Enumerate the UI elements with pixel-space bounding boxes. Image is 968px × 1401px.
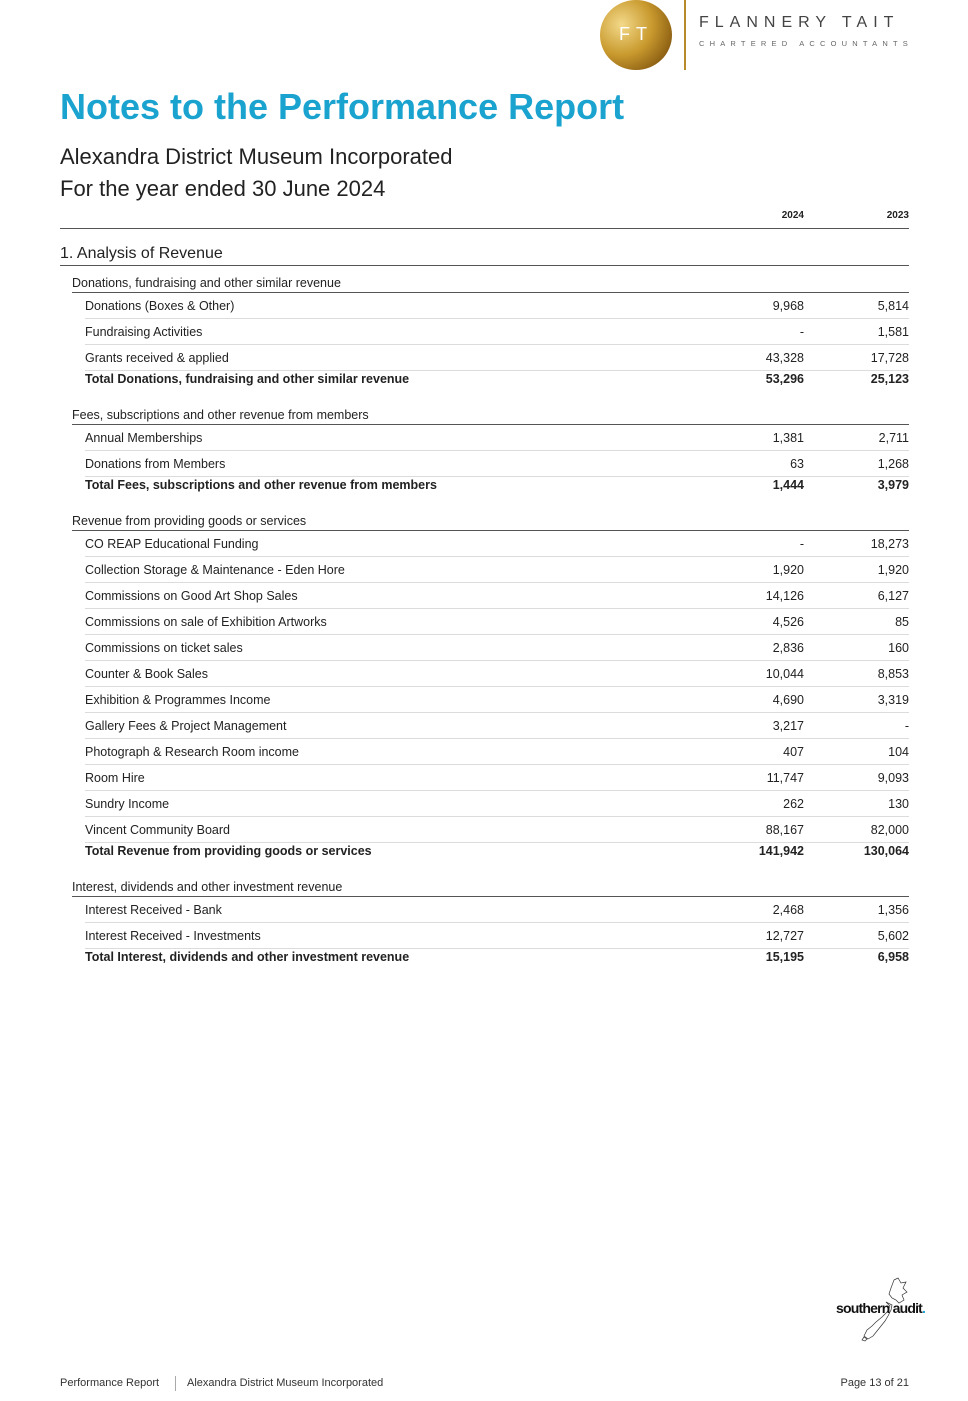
table-row bbox=[85, 635, 909, 661]
row-value-2023: 160 bbox=[888, 641, 909, 655]
table-row bbox=[85, 765, 909, 791]
row-value-2024: 1,920 bbox=[772, 563, 804, 577]
row-label: Gallery Fees & Project Management bbox=[85, 719, 287, 733]
table-row bbox=[85, 923, 909, 949]
table-row bbox=[85, 687, 909, 713]
table-row bbox=[85, 897, 909, 923]
total-value-2024: 53,296 bbox=[765, 372, 804, 386]
row-value-2024: 3,217 bbox=[772, 719, 804, 733]
page-number: Page 13 of 21 bbox=[840, 1377, 909, 1389]
table-row bbox=[85, 609, 909, 635]
total-value-2024: 1,444 bbox=[772, 478, 804, 492]
footer-report-name: Performance Report bbox=[60, 1377, 160, 1389]
southern-audit-logo bbox=[834, 1276, 926, 1342]
row-value-2024: 10,044 bbox=[765, 667, 804, 681]
total-label: Total Donations, fundraising and other similar revenue bbox=[85, 372, 410, 386]
row-label: Interest Received - Investments bbox=[85, 929, 261, 943]
row-value-2023: 8,853 bbox=[877, 667, 909, 681]
row-value-2024: 262 bbox=[783, 797, 804, 811]
entity-name: Alexandra District Museum Incorporated bbox=[60, 144, 453, 169]
total-value-2023: 25,123 bbox=[870, 372, 909, 386]
total-label: Total Interest, dividends and other investment revenue bbox=[85, 950, 410, 964]
row-label: Commissions on Good Art Shop Sales bbox=[85, 589, 298, 603]
total-row bbox=[85, 477, 909, 495]
row-value-2023: 130 bbox=[888, 797, 909, 811]
row-value-2023: 5,814 bbox=[877, 299, 909, 313]
row-value-2024: 43,328 bbox=[765, 351, 804, 365]
row-value-2023: 1,268 bbox=[877, 457, 909, 471]
row-value-2024: 407 bbox=[783, 745, 804, 759]
row-value-2023: 5,602 bbox=[877, 929, 909, 943]
category-heading: Revenue from providing goods or services bbox=[72, 512, 909, 531]
footer-divider bbox=[175, 1376, 176, 1391]
row-label: Donations from Members bbox=[85, 457, 226, 471]
row-label: Grants received & applied bbox=[85, 351, 229, 365]
row-label: Exhibition & Programmes Income bbox=[85, 693, 271, 707]
row-value-2024: 14,126 bbox=[765, 589, 804, 603]
table-row bbox=[85, 817, 909, 843]
row-value-2024: 4,526 bbox=[772, 615, 804, 629]
table-row bbox=[85, 319, 909, 345]
row-value-2023: 104 bbox=[888, 745, 909, 759]
row-value-2023: 85 bbox=[895, 615, 909, 629]
category-heading: Donations, fundraising and other similar revenue bbox=[72, 274, 909, 293]
section-title: 1. Analysis of Revenue bbox=[60, 245, 909, 266]
page-title: Notes to the Performance Report bbox=[60, 86, 625, 127]
row-label: Donations (Boxes & Other) bbox=[85, 299, 235, 313]
row-value-2023: 2,711 bbox=[878, 431, 909, 445]
table-row bbox=[85, 293, 909, 319]
row-value-2024: 4,690 bbox=[772, 693, 804, 707]
ft-monogram-badge: FT bbox=[600, 0, 672, 70]
row-label: Room Hire bbox=[85, 771, 145, 785]
row-value-2024: 88,167 bbox=[765, 823, 804, 837]
total-row bbox=[85, 371, 909, 389]
row-label: Interest Received - Bank bbox=[85, 903, 222, 917]
firm-logo bbox=[600, 0, 930, 72]
table-row bbox=[85, 583, 909, 609]
year-prior: 2023 bbox=[886, 210, 909, 221]
row-label: Counter & Book Sales bbox=[85, 667, 208, 681]
row-value-2023: 6,127 bbox=[877, 589, 909, 603]
year-current: 2024 bbox=[781, 210, 804, 221]
row-value-2024: - bbox=[799, 537, 804, 551]
row-value-2023: 9,093 bbox=[877, 771, 909, 785]
firm-name: FLANNERY TAIT bbox=[699, 14, 900, 31]
table-row bbox=[85, 425, 909, 451]
table-row bbox=[85, 713, 909, 739]
southern-audit-wordmark: southern audit. bbox=[836, 1300, 926, 1316]
row-value-2023: 1,356 bbox=[877, 903, 909, 917]
row-value-2023: 17,728 bbox=[870, 351, 909, 365]
page-footer bbox=[60, 1377, 909, 1393]
table-row bbox=[85, 557, 909, 583]
row-value-2024: 2,836 bbox=[772, 641, 804, 655]
row-value-2024: 9,968 bbox=[772, 299, 804, 313]
report-period: For the year ended 30 June 2024 bbox=[60, 176, 386, 201]
footer-entity-name: Alexandra District Museum Incorporated bbox=[187, 1377, 384, 1389]
row-value-2023: - bbox=[904, 719, 909, 733]
row-label: CO REAP Educational Funding bbox=[85, 537, 259, 551]
row-value-2023: 1,581 bbox=[877, 325, 909, 339]
logo-divider bbox=[684, 0, 686, 70]
row-value-2023: 82,000 bbox=[870, 823, 909, 837]
row-label: Annual Memberships bbox=[85, 431, 203, 445]
total-value-2023: 130,064 bbox=[863, 844, 909, 858]
row-label: Fundraising Activities bbox=[85, 325, 203, 339]
total-row bbox=[85, 843, 909, 861]
firm-subtitle: CHARTERED ACCOUNTANTS bbox=[699, 39, 913, 48]
table-row bbox=[85, 661, 909, 687]
row-value-2024: 1,381 bbox=[772, 431, 804, 445]
table-row bbox=[85, 345, 909, 371]
revenue-table bbox=[60, 274, 909, 967]
table-row bbox=[85, 531, 909, 557]
total-label: Total Fees, subscriptions and other revenue from members bbox=[85, 478, 437, 492]
row-value-2024: 2,468 bbox=[772, 903, 804, 917]
table-row bbox=[85, 739, 909, 765]
total-value-2023: 6,958 bbox=[877, 950, 909, 964]
row-label: Collection Storage & Maintenance - Eden Hore bbox=[85, 563, 345, 577]
category-heading: Fees, subscriptions and other revenue from members bbox=[72, 406, 909, 425]
row-value-2023: 1,920 bbox=[877, 563, 909, 577]
total-label: Total Revenue from providing goods or services bbox=[85, 844, 372, 858]
row-value-2024: 11,747 bbox=[766, 771, 804, 785]
total-value-2023: 3,979 bbox=[877, 478, 909, 492]
row-value-2024: 63 bbox=[790, 457, 804, 471]
row-label: Photograph & Research Room income bbox=[85, 745, 300, 759]
total-row bbox=[85, 949, 909, 967]
category-heading: Interest, dividends and other investment revenue bbox=[72, 878, 909, 897]
total-value-2024: 141,942 bbox=[758, 844, 804, 858]
row-value-2023: 3,319 bbox=[877, 693, 909, 707]
row-value-2024: 12,727 bbox=[765, 929, 804, 943]
row-value-2023: 18,273 bbox=[870, 537, 909, 551]
table-row bbox=[85, 791, 909, 817]
row-label: Commissions on ticket sales bbox=[85, 641, 243, 655]
table-row bbox=[85, 451, 909, 477]
row-label: Vincent Community Board bbox=[85, 823, 230, 837]
row-value-2024: - bbox=[799, 325, 804, 339]
total-value-2024: 15,195 bbox=[765, 950, 804, 964]
row-label: Sundry Income bbox=[85, 797, 170, 811]
year-column-header bbox=[60, 210, 909, 229]
row-label: Commissions on sale of Exhibition Artworks bbox=[85, 615, 327, 629]
